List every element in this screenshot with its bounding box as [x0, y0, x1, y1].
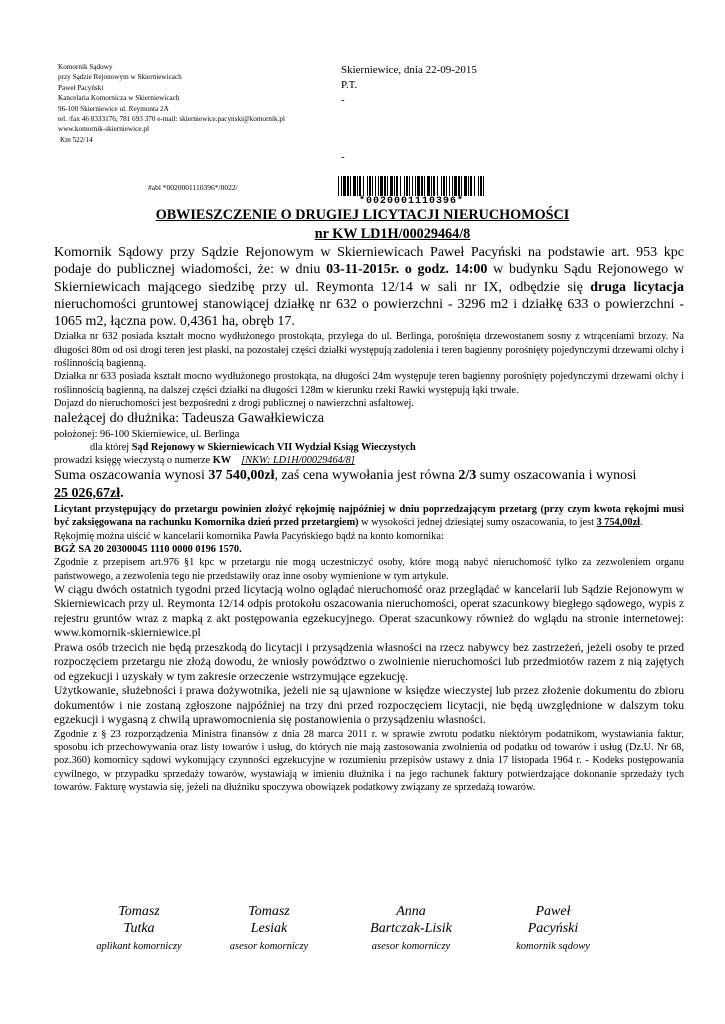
barcode [338, 176, 485, 208]
auction-date: 03-11-2015r. o godz. 14:00 [326, 262, 488, 278]
plot-632-description: Działka nr 632 posiada kształt mocno wydłużonego prostokąta, przylega do ul. Berlinga, porośnięta drzewostanem sosny z wtrąceniami brzozy. Na długości 80m od osi drogi teren jest płaski, na pozostałej części działki występują zadolenia i teren bagienny porośnięty pojedynczymi drzewami olchy i roślinnością bagienną. [54, 331, 684, 370]
usufruct-info: Użytkowanie, służebności i prawa dożywotnika, jeżeli nie są ujawnione w księdze wieczystej lub przez złożenie dokumentu do zbioru dokumentów i nie zostaną zgłoszone najpóźniej na trzy dni przed rozpoczęciem licytacji, nie będą uwzględnione w dalszym toku egzekucji i wygasną z chwilą uprawomocnienia się postanowienia o przysądzeniu własności. [54, 684, 684, 727]
deposit-amount: 3 754,00zł [596, 517, 641, 529]
inspection-info: W ciągu dwóch ostatnich tygodni przed licytacją wolno oglądać nieruchomość oraz przeglądać w kancelarii lub Sądzie Rejonowym w Skierniewicach przy ul. Reymonta 12/14 odpis protokołu oszacowania nieruchomości, operat szacunkowy biegłego sądowego, wypis z rejestru gruntów wraz z mapką z akt postępowania egzekucyjnego. Operat szacunkowy również do wglądu na stronie internetowej: www.komornik-skierniewice.pl [54, 582, 684, 640]
payment-info: Rękojmię można uiścić w kancelarii komornika Pawła Pacyńskiego bądź na konto komornika: [54, 530, 444, 542]
land-register: prowadzi księgę wieczystą o numerze KW [NKW: LD1H/00029464/8] [54, 455, 355, 467]
signature-block: Anna Bartczak-Lisik asesor komorniczy [326, 903, 496, 955]
location: położonej: 96-100 Skierniewice, ul. Berlinga [54, 428, 240, 440]
case-number: Km 522/14 [60, 135, 93, 144]
starting-price: 25 026,67zł [54, 485, 121, 501]
plot-633-description: Działka nr 633 posiada kształt mocno wydłużonego prostokąta, na długości 24m występuje teren bagienny porośnięty pojedynczymi drzewami olchy i roślinnością bagienną, na dalszej części działki na długości 128m w kierunku rzeki Rawki występują łąki trwałe. [54, 371, 684, 396]
third-party-rights: Prawa osób trzecich nie będą przeszkodą do licytacji i przysądzenia własności na rzecz nabywcy bez zastrzeżeń, jeżeli osoby te przed rozpoczęciem przetargu nie złożą dowodu, że wniosły powództwo o zwolnienie nieruchomości lub przedmiotów razem z nią zajętych od egzekucji i uzyskały w tym zakresie orzeczenie wstrzymujące egzekucję. [54, 640, 684, 683]
dash: - [341, 94, 345, 106]
signature-block: Paweł Pacyński komornik sądowy [468, 903, 638, 955]
debtor: należącej do dłużnika: Tadeusza Gawałkiewicza [54, 411, 325, 427]
signature-role: asesor komorniczy [229, 941, 309, 952]
tax-info: Zgodnie z § 23 rozporządzenia Ministra finansów z dnia 28 marca 2011 r. w sprawie zwrotu podatku niektórym podatnikom, wystawiania faktur, sposobu ich przechowywania oraz listy towarów i usług, do których nie mają zastosowania zwolnienia od podatku od towarów i usług (Dz.U. Nr 68, poz.360) komornicy sądowi wykonujący czynności egzekucyjne w rozumieniu przepisów ustawy z dnia 17 listopada 1964 r. - Kodeks postępowania cywilnego, w przypadku sprzedaży towarów, wystawiają w imieniu dłużnika i na jego rachunek faktury potwierdzające dokonanie sprzedaży tych towarów. Fakturę wystawia się, jeżeli na dłużniku spoczywa obowiązek podatkowy związany ze sprzedażą towarów. [54, 728, 684, 794]
notice-body [54, 244, 684, 794]
kw-number-title: nr KW LD1H/00029464/8 [314, 226, 471, 242]
header-line: przy Sądzie Rejonowym w Skierniewicach [58, 73, 182, 82]
header-line: 96-100 Skierniewice ul. Reymonta 2A [58, 104, 169, 113]
place-date: Skierniewice, dnia 22-09-2015 [341, 64, 477, 76]
bailiff-header [58, 62, 348, 145]
nkw-number: [NKW: LD1H/00029464/8] [241, 455, 355, 467]
art-976: Zgodnie z przepisem art.976 §1 kpc w przetargu nie mogą uczestniczyć osoby, które mogą nabyć nieruchomość tylko za zezwoleniem organu państwowego, a zezwolenia tego nie przedstawiły oraz inne osoby wymienione w tym artykule. [54, 557, 684, 582]
signature-role: komornik sądowy [516, 941, 590, 952]
dash: - [341, 151, 345, 163]
signature-role: aplikant komorniczy [96, 941, 182, 952]
court-name: Sąd Rejonowy w Skierniewicach VII Wydział Ksiąg Wieczystych [131, 441, 416, 453]
deposit-info: Licytant przystępujący do przetargu powinien złożyć rękojmię najpóźniej w dniu poprzedzającym przetarg (przy czym kwota rękojmi musi być zaksięgowana na rachunku Komornika dzień przed przetargiem) w wysokości jednej dziesiątej sumy oszacowania, to jest 3 754,00zł. [54, 504, 684, 529]
header-line: Kancelaria Komornicza w Skierniewicach [58, 94, 180, 103]
valuation: Suma oszacowania wynosi 37 540,00zł, zaś cena wywołania jest równa 2/3 sumy oszacowania i wynosi 25 026,67zł. [54, 468, 637, 501]
header-line: www.komornik-skierniewice.pl [58, 125, 149, 134]
reference-code: #abl *0020001110396*/0022/ [148, 183, 238, 192]
intro-paragraph: Komornik Sądowy przy Sądzie Rejonowym w Skierniewicach Paweł Pacyński na podstawie art. 953 kpc podaje do publicznej wiadomości, że: w dniu 03-11-2015r. o godz. 14:00 w budynku Sądu Rejonowego w Skierniewicach mającego siedzibę przy ul. Reymonta 12/14 w sali nr IX, odbędzie się druga licytacja nieruchomości gruntowej stanowiącej działkę nr 632 o powierzchni - 3296 m2 i działkę 633 o powierzchni - 1065 m2, łączna pow. 0,4361 ha, obręb 17. [54, 245, 684, 330]
signature-block: Tomasz Lesiak asesor komorniczy [184, 903, 354, 955]
document-title: OBWIESZCZENIE O DRUGIEJ LICYTACJI NIERUCHOMOŚCI [155, 207, 570, 223]
bank-account: BGŻ SA 20 20300045 1110 0000 0196 1570. [54, 543, 242, 555]
second-auction: druga licytacja [590, 279, 684, 295]
header-line: Paweł Pacyński [58, 83, 104, 92]
place-date-block [341, 63, 477, 108]
signature-block: Tomasz Tutka aplikant komorniczy [54, 903, 224, 955]
access-info: Dojazd do nieruchomości jest bezpośredni z drogi publicznej o nawierzchni asfaltowej. [54, 397, 414, 409]
valuation-sum: 37 540,00zł [208, 468, 275, 484]
header-line: Komornik Sądowy [58, 63, 113, 71]
signature-role: asesor komorniczy [371, 941, 451, 952]
barcode-text: *0020001110396* [338, 196, 485, 207]
barcode-bars [338, 176, 485, 198]
header-line: tel. /fax 46 8333176, 781 693 370 e-mail: skierniewice.pacynski@komornik.pl [58, 115, 285, 124]
recipient: P.T. [341, 79, 358, 91]
court-info: dla której Sąd Rejonowy w Skierniewicach VII Wydział Ksiąg Wieczystych [90, 441, 416, 453]
